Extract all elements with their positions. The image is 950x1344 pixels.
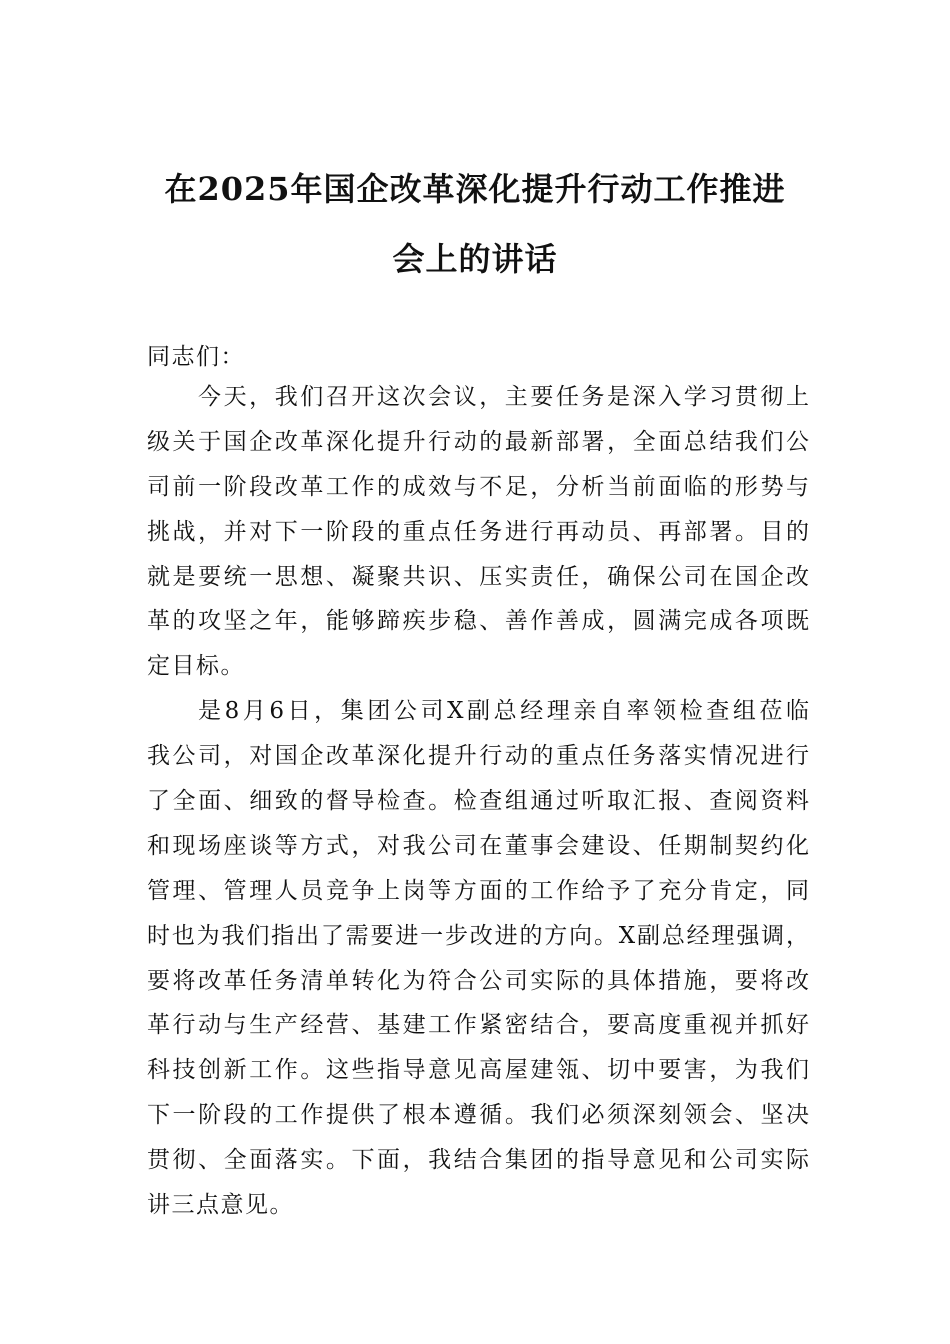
paragraph-line: 革的攻坚之年，能够蹄疾步稳、善作善成，圆满完成各项既 bbox=[147, 608, 809, 635]
paragraph bbox=[147, 689, 809, 1228]
paragraph-line: 革行动与生产经营、基建工作紧密结合，要高度重视并抓好 bbox=[147, 1012, 809, 1039]
document-title-line-1: 在2025年国企改革深化提升行动工作推进 bbox=[164, 170, 786, 208]
paragraph bbox=[147, 375, 809, 689]
paragraph-line: 挑战，并对下一阶段的重点任务进行再动员、再部署。目的 bbox=[147, 518, 809, 545]
paragraph-line: 司前一阶段改革工作的成效与不足，分析当前面临的形势与 bbox=[147, 473, 809, 500]
paragraph-line: 时也为我们指出了需要进一步改进的方向。X副总经理强调， bbox=[147, 922, 809, 949]
paragraph-line: 管理、管理人员竞争上岗等方面的工作给予了充分肯定，同 bbox=[147, 877, 809, 904]
paragraph-line: 是8月6日，集团公司X副总经理亲自率领检查组莅临 bbox=[198, 698, 809, 725]
paragraph-line: 今天，我们召开这次会议，主要任务是深入学习贯彻上 bbox=[198, 384, 809, 410]
paragraph-line: 我公司，对国企改革深化提升行动的重点任务落实情况进行 bbox=[147, 743, 809, 770]
paragraph-line: 就是要统一思想、凝聚共识、压实责任，确保公司在国企改 bbox=[147, 563, 809, 590]
paragraph-line: 讲三点意见。 bbox=[147, 1192, 294, 1219]
paragraph-line: 了全面、细致的督导检查。检查组通过听取汇报、查阅资料 bbox=[147, 788, 809, 815]
paragraph-line: 定目标。 bbox=[147, 653, 245, 680]
paragraph-line: 下一阶段的工作提供了根本遵循。我们必须深刻领会、坚决 bbox=[147, 1102, 809, 1129]
document-title-line-2: 会上的讲话 bbox=[392, 240, 558, 278]
paragraph-line: 要将改革任务清单转化为符合公司实际的具体措施，要将改 bbox=[147, 967, 809, 994]
paragraph-line: 和现场座谈等方式，对我公司在董事会建设、任期制契约化 bbox=[147, 832, 809, 859]
paragraph-line: 级关于国企改革深化提升行动的最新部署，全面总结我们公 bbox=[147, 428, 809, 455]
document-body bbox=[147, 375, 809, 1228]
salutation: 同志们： bbox=[147, 344, 245, 370]
paragraph-line: 贯彻、全面落实。下面，我结合集团的指导意见和公司实际 bbox=[147, 1147, 809, 1174]
paragraph-line: 科技创新工作。这些指导意见高屋建瓴、切中要害，为我们 bbox=[147, 1057, 809, 1084]
